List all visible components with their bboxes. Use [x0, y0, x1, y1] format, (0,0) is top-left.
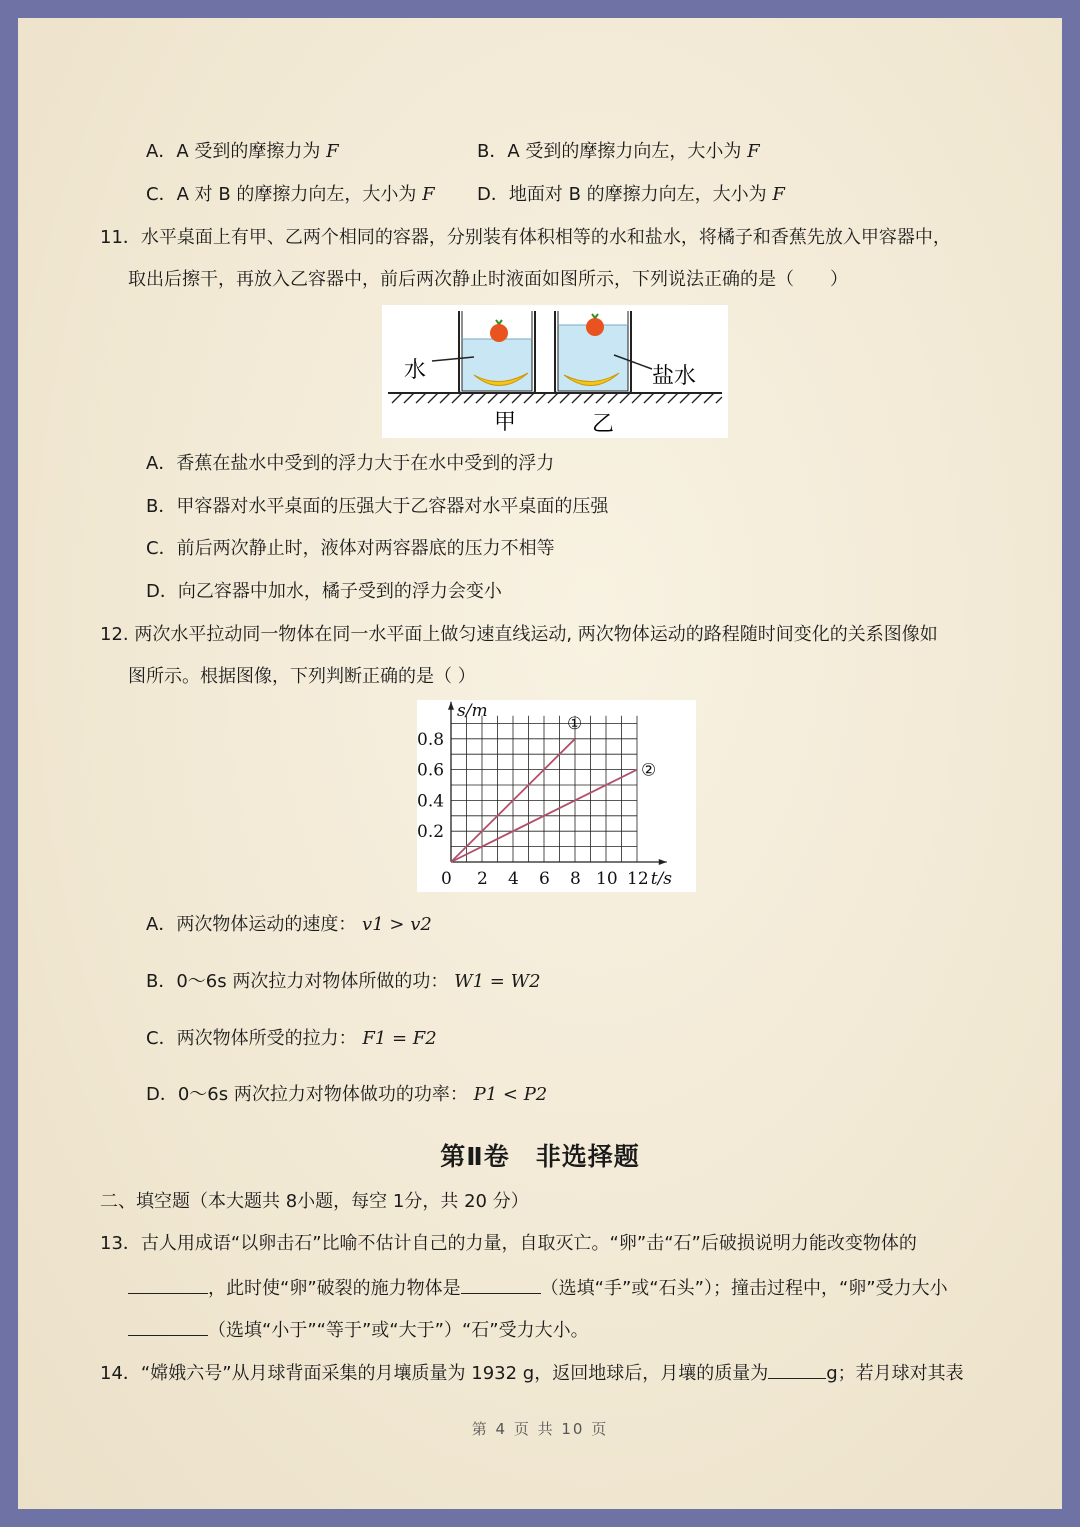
- orange-yi: [586, 314, 604, 336]
- q11-stem-line2: 取出后擦干，再放入乙容器中，前后两次静止时液面如图所示，下列说法正确的是（ ）: [128, 269, 848, 290]
- x-axis-arrow: [659, 859, 667, 865]
- x-tick-label: 10: [596, 869, 618, 889]
- q11-stem-line1: 11．水平桌面上有甲、乙两个相同的容器，分别装有体积相等的水和盐水，将橘子和香蕉先放入甲容器中，: [100, 227, 951, 248]
- q12-option-b-math: W1 = W2: [454, 971, 541, 992]
- q12-option-d: D．0～6s 两次拉力对物体做功的功率： P1 < P2: [146, 1084, 548, 1105]
- q12-option-c-math: F1 = F2: [362, 1028, 437, 1049]
- q12-stem-line2: 图所示。根据图像，下列判断正确的是（ ）: [128, 666, 476, 687]
- q12-option-b: B．0～6s 两次拉力对物体所做的功： W1 = W2: [146, 971, 541, 992]
- chart-grid: [451, 713, 637, 862]
- q11-option-b: B．甲容器对水平桌面的压强大于乙容器对水平桌面的压强: [146, 496, 609, 517]
- orange-jia: [490, 320, 508, 342]
- q12-option-c: C．两次物体所受的拉力： F1 = F2: [146, 1028, 437, 1049]
- container-jia: [459, 311, 535, 393]
- x-tick-label: 2: [477, 869, 488, 889]
- q12-option-a-math: v1 > v2: [362, 914, 432, 935]
- q12-chart: [417, 700, 696, 892]
- q10-option-d: D．地面对 B 的摩擦力向左，大小为 F: [477, 184, 785, 205]
- series-label-2: ②: [641, 760, 657, 781]
- x-tick-label: 12: [627, 869, 649, 889]
- q13-stem-line3: （选填“小于”“等于”或“大于”）“石”受力大小。: [128, 1317, 589, 1343]
- y-tick-label: 0.6: [417, 760, 445, 781]
- y-tick-label: 0.2: [417, 822, 445, 843]
- y-axis-arrow: [448, 702, 454, 710]
- section-title: 第Ⅱ卷 非选择题: [440, 1142, 640, 1171]
- q14-blank-1[interactable]: [768, 1360, 826, 1379]
- series-label-1: ①: [567, 713, 583, 734]
- q12-stem-line1: 12. 两次水平拉动同一物体在同一水平面上做匀速直线运动, 两次物体运动的路程随时间变化的关系图像如: [100, 624, 938, 645]
- y-axis-label: s/m: [457, 701, 488, 721]
- x-tick-label: 8: [570, 869, 581, 889]
- chart-axes: [448, 702, 667, 865]
- q11-option-d: D．向乙容器中加水，橘子受到的浮力会变小: [146, 581, 502, 602]
- label-water: 水: [404, 358, 427, 383]
- section-subtitle: 二、填空题（本大题共 8小题，每空 1分，共 20 分）: [100, 1191, 529, 1212]
- q13-stem-line2: ，此时使“卵”破裂的施力物体是 （选填“手”或“石头”）；撞击过程中，“卵”受力大小: [128, 1275, 948, 1301]
- y-tick-label: 0.4: [417, 791, 445, 812]
- q11-option-a: A．香蕉在盐水中受到的浮力大于在水中受到的浮力: [146, 453, 555, 474]
- label-jia: 甲: [494, 410, 517, 435]
- q13-stem-line1: 13．古人用成语“以卵击石”比喻不估计自己的力量，自取灭亡。“卵”击“石”后破损说明力能改变物体的: [100, 1233, 917, 1254]
- q10-option-a: A．A 受到的摩擦力为 F: [146, 141, 339, 162]
- q13-blank-1[interactable]: [128, 1275, 208, 1294]
- x-axis-label: t/s: [650, 869, 673, 889]
- label-yi: 乙: [592, 412, 615, 437]
- q10-option-c: C．A 对 B 的摩擦力向左，大小为 F: [146, 184, 435, 205]
- q10-option-b: B．A 受到的摩擦力向左，大小为 F: [477, 141, 760, 162]
- q12-option-a: A．两次物体运动的速度： v1 > v2: [146, 914, 432, 935]
- page-footer: 第 4 页 共 10 页: [471, 1420, 609, 1438]
- q12-option-d-math: P1 < P2: [473, 1084, 548, 1105]
- q14-stem-line1: 14．“嫦娥六号”从月球背面采集的月壤质量为 1932 g，返回地球后，月壤的质量为 g；若月球对其表: [100, 1360, 964, 1386]
- label-saltwater: 盐水: [652, 364, 697, 389]
- y-tick-label: 0.8: [417, 729, 445, 750]
- table-hatch: [392, 393, 722, 403]
- x-tick-label: 4: [508, 869, 519, 889]
- q13-blank-3[interactable]: [128, 1317, 208, 1336]
- x-tick-label: 0: [441, 869, 452, 889]
- q11-option-c: C．前后两次静止时，液体对两容器底的压力不相等: [146, 538, 555, 559]
- q11-figure: [382, 305, 728, 438]
- x-tick-label: 6: [539, 869, 550, 889]
- q13-blank-2[interactable]: [461, 1275, 541, 1294]
